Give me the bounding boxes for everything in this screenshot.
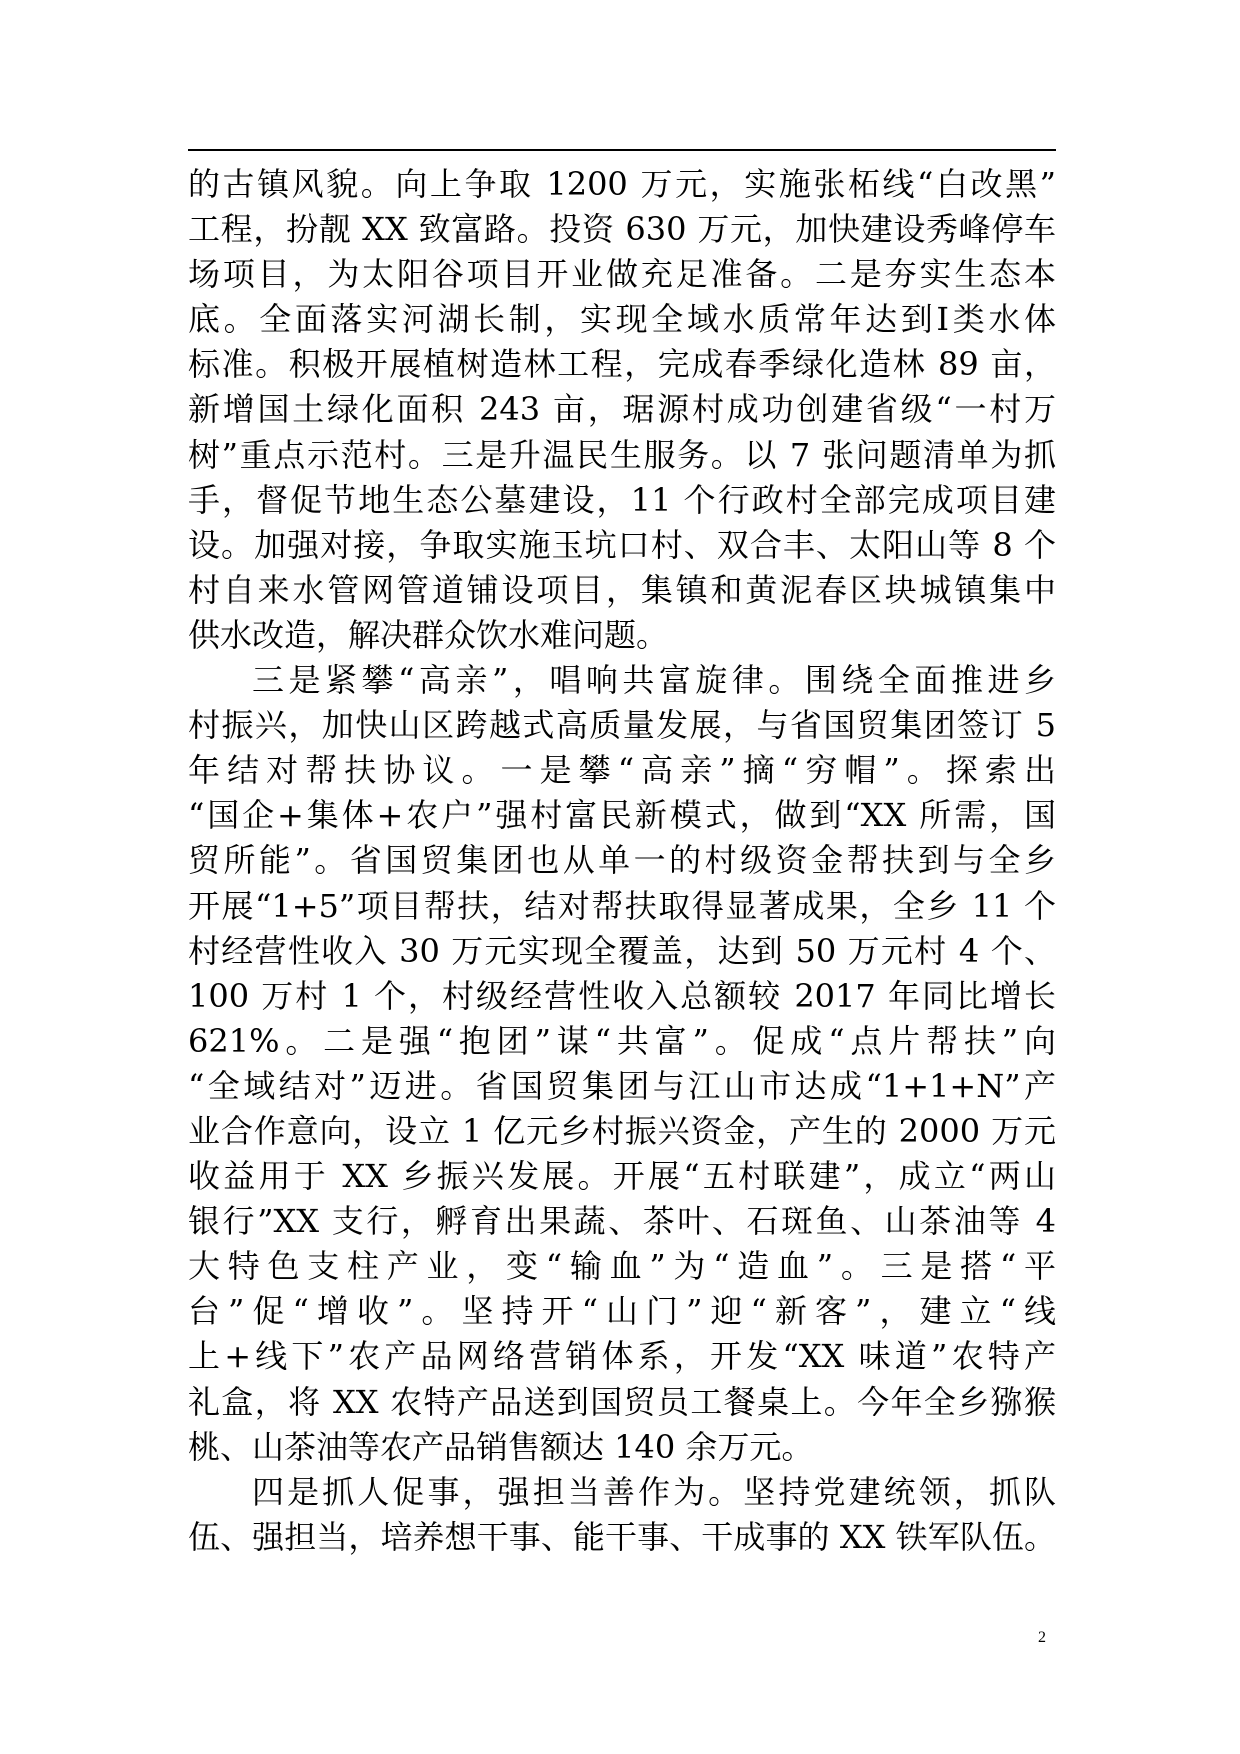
text-line: 桃、山茶油等农产品销售额达 140 余万元。 [188,1427,814,1466]
text-line: 树”重点示范村。三是升温民生服务。以 7 张问题清单为抓 [188,435,1056,474]
text-line: 业合作意向，设立 1 亿元乡村振兴资金，产生的 2000 万元 [188,1111,1056,1150]
text-line: 开展“1+5”项目帮扶，结对帮扶取得显著成果，全乡 11 个 [188,886,1056,925]
text-line: 伍、强担当，培养想干事、能干事、干成事的 XX 铁军队伍。 [188,1517,1056,1556]
text-line: 上+线下”农产品网络营销体系，开发“XX 味道”农特产 [188,1337,1056,1376]
text-line: 村振兴，加快山区跨越式高质量发展，与省国贸集团签订 5 [188,706,1056,745]
text-line: “国企+集体+农户”强村富民新模式，做到“XX 所需，国 [188,796,1056,835]
text-line: 台”促“增收”。坚持开“山门”迎“新客”，建立“线 [188,1292,1056,1331]
text-line: 设。加强对接，争取实施玉坑口村、双合丰、太阳山等 8 个 [188,525,1056,564]
text-line: 场项目，为太阳谷项目开业做充足准备。二是夯实生态本 [188,255,1056,294]
text-line: 村自来水管网管道铺设项目，集镇和黄泥春区块城镇集中 [188,570,1056,609]
text-line: 年结对帮扶协议。一是攀“高亲”摘“穷帽”。探索出 [188,751,1056,790]
text-line: 底。全面落实河湖长制，实现全域水质常年达到Ⅰ类水体 [188,300,1056,339]
text-line: 手，督促节地生态公墓建设，11 个行政村全部完成项目建 [188,480,1056,519]
page-number: 2 [1038,1629,1046,1646]
header-rule [188,149,1056,151]
text-line: 标准。积极开展植树造林工程，完成春季绿化造林 89 亩， [188,345,1056,384]
text-line: 大特色支柱产业，变“输血”为“造血”。三是搭“平 [188,1247,1056,1286]
paragraph-first-line: 三是紧攀“高亲”，唱响共富旋律。围绕全面推进乡 [252,661,1056,700]
text-line: 礼盒，将 XX 农特产品送到国贸员工餐桌上。今年全乡猕猴 [188,1382,1056,1421]
text-line: 村经营性收入 30 万元实现全覆盖，达到 50 万元村 4 个、 [188,931,1056,970]
body-text [188,162,1056,1560]
text-line: 新增国土绿化面积 243 亩，琚源村成功创建省级“一村万 [188,390,1056,429]
text-line: 贸所能”。省国贸集团也从单一的村级资金帮扶到与全乡 [188,841,1056,880]
text-line: 收益用于 XX 乡振兴发展。开展“五村联建”，成立“两山 [188,1157,1056,1196]
text-line: 100 万村 1 个，村级经营性收入总额较 2017 年同比增长 [188,976,1056,1015]
text-line: 银行”XX 支行，孵育出果蔬、茶叶、石斑鱼、山茶油等 4 [188,1202,1056,1241]
text-line: 供水改造，解决群众饮水难问题。 [188,615,669,654]
text-line: “全域结对”迈进。省国贸集团与江山市达成“1+1+N”产 [188,1066,1056,1105]
text-line: 工程，扮靓 XX 致富路。投资 630 万元，加快建设秀峰停车 [188,210,1056,249]
paragraph-first-line: 四是抓人促事，强担当善作为。坚持党建统领，抓队 [252,1472,1056,1511]
text-line: 的古镇风貌。向上争取 1200 万元，实施张柘线“白改黑” [188,165,1056,203]
text-line: 621%。二是强“抱团”谋“共富”。促成“点片帮扶”向 [188,1021,1056,1060]
